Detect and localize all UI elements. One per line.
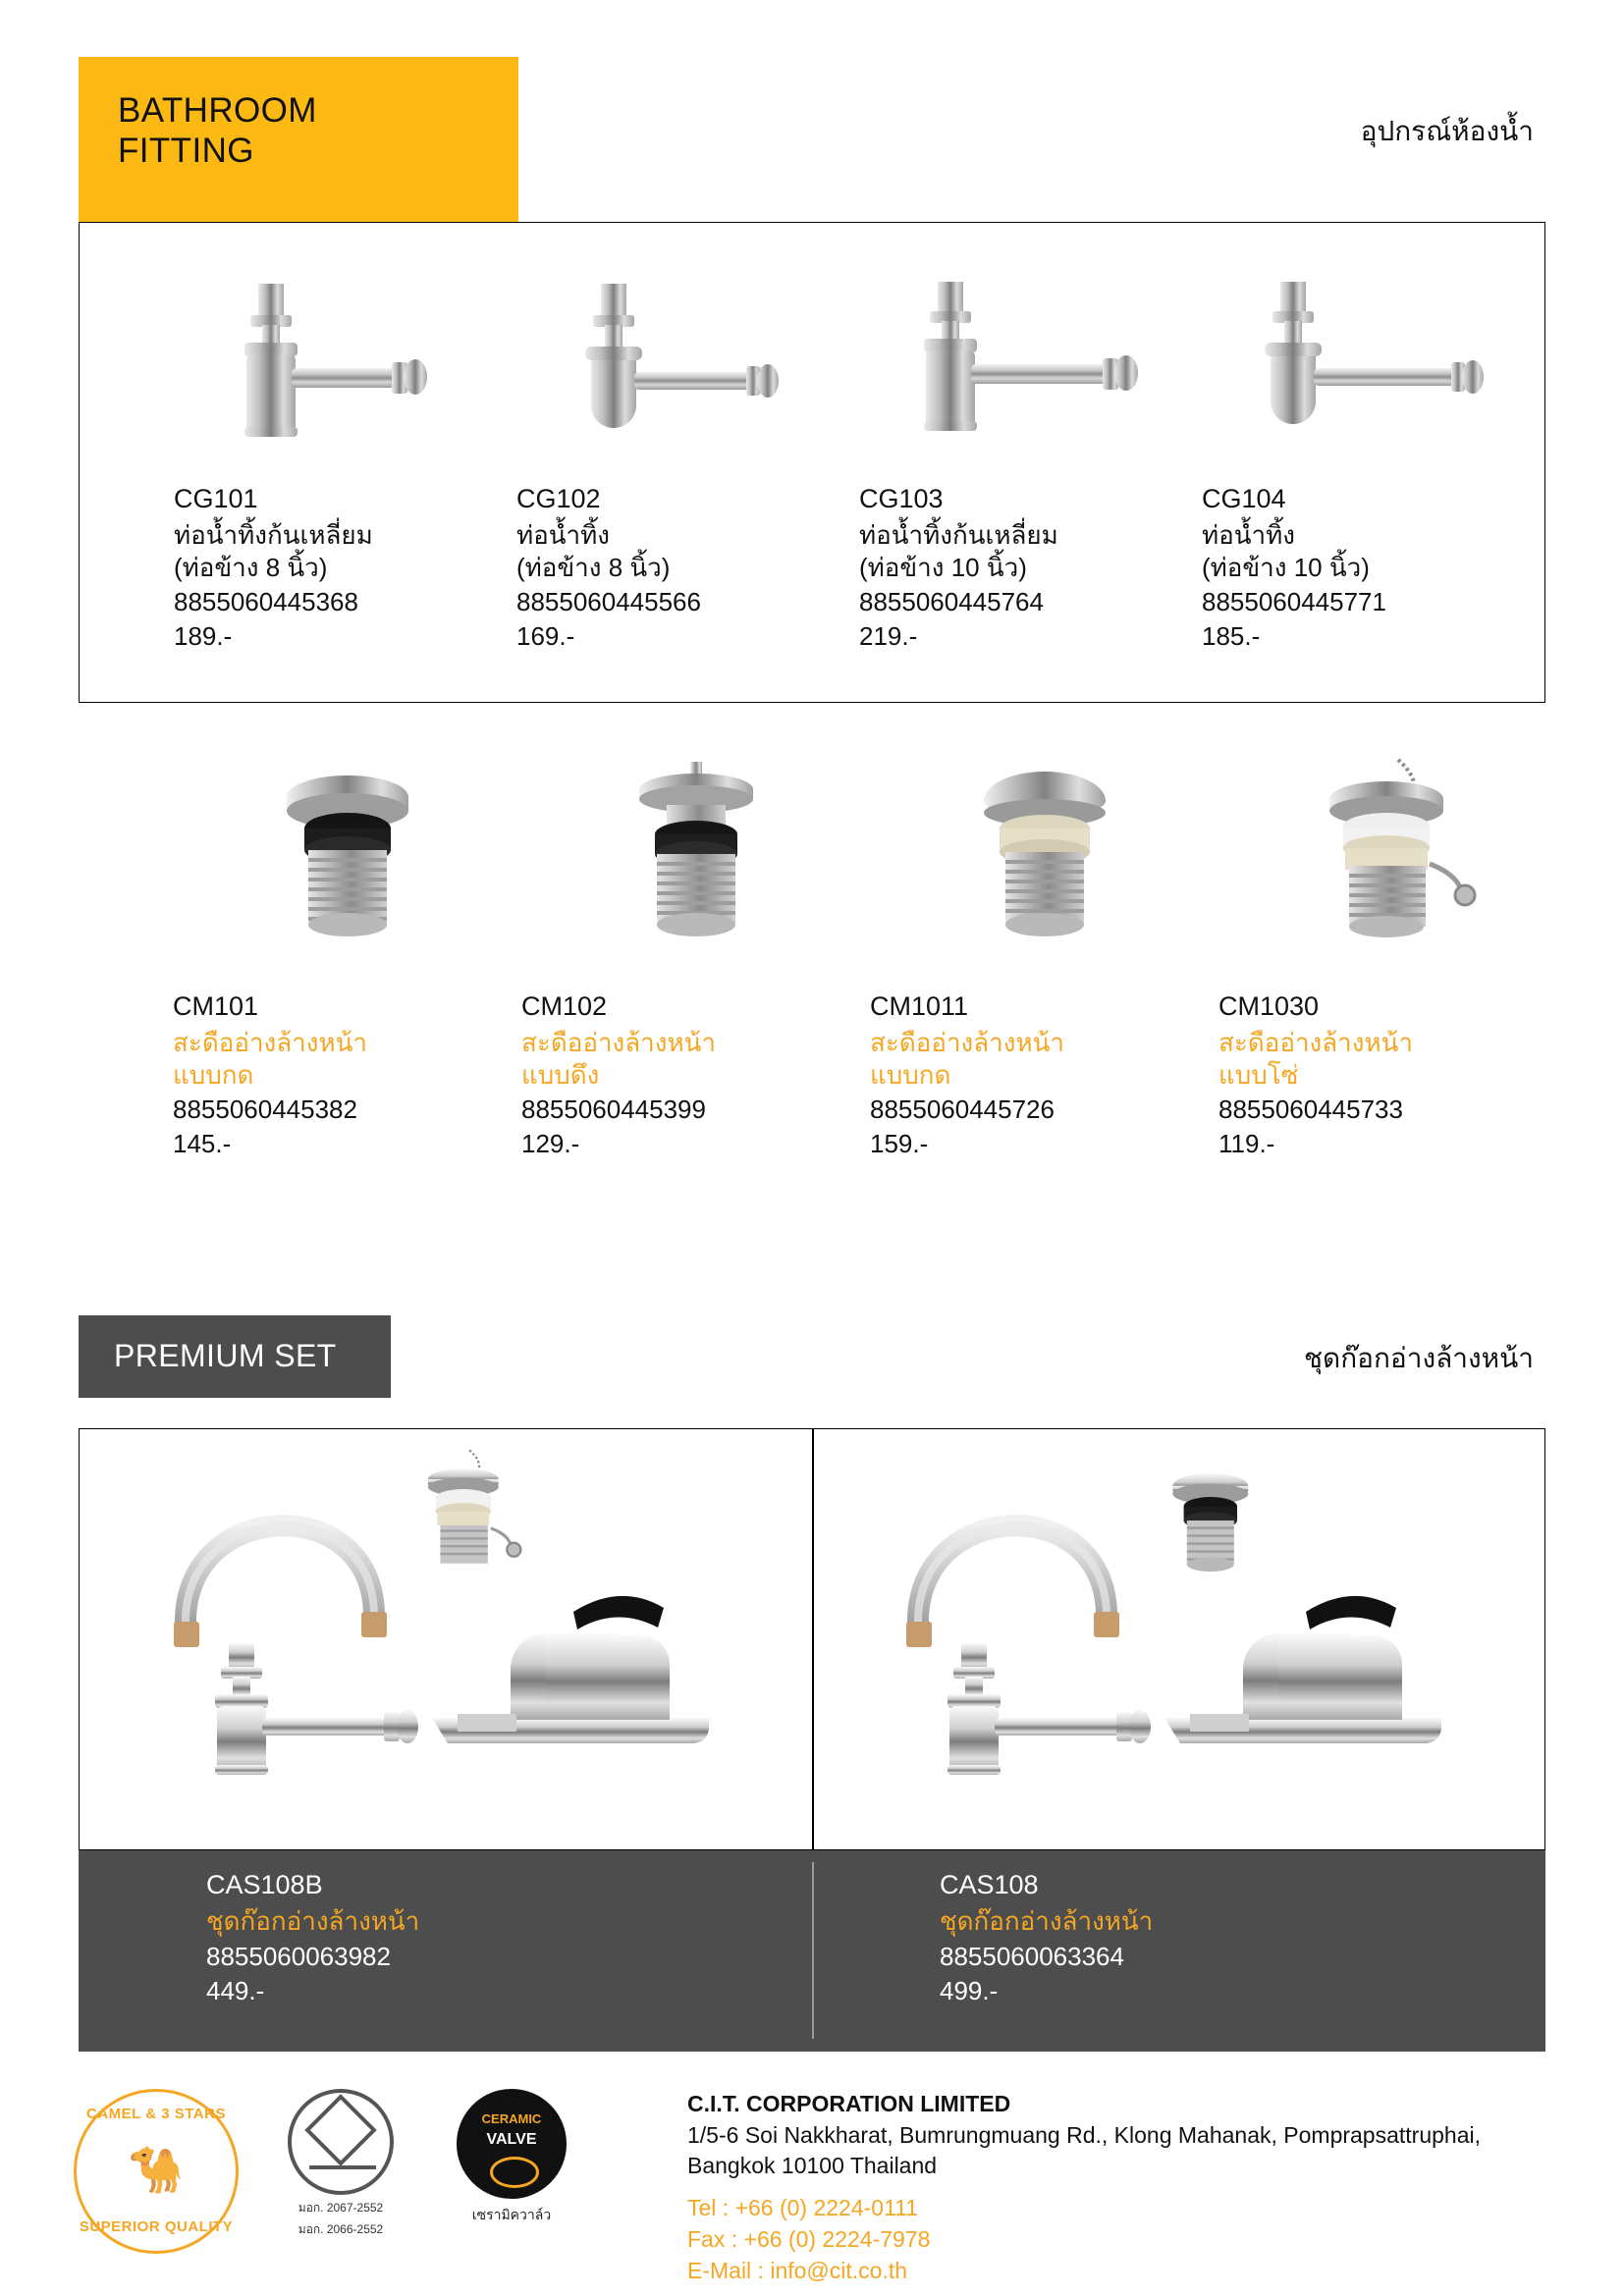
product-image-cg101 xyxy=(174,248,516,484)
premium-label-cas108[interactable] xyxy=(812,1850,1545,2052)
bathroom-fitting-title-bar xyxy=(79,57,518,222)
product-code: CAS108B xyxy=(206,1870,323,1899)
company-fax: Fax : +66 (0) 2224-7978 xyxy=(687,2225,931,2252)
product-image-cm101 xyxy=(173,756,521,991)
product-card-cg103[interactable] xyxy=(859,248,1202,652)
ceramic-valve-icon xyxy=(457,2089,567,2199)
premium-set-thai-title: ชุดก๊อกอ่างล้างหน้า xyxy=(1304,1343,1534,1373)
product-barcode: 8855060445399 xyxy=(521,1095,706,1124)
tis-standard-line1: มอก. 2067-2552 xyxy=(298,2201,384,2215)
camel-icon: 🐪 xyxy=(128,2144,185,2195)
premium-set-title-bar xyxy=(79,1315,391,1398)
title-line-1: BATHROOM xyxy=(118,91,317,130)
product-desc-line1: สะดืออ่างล้างหน้า xyxy=(521,1028,716,1057)
product-desc-line1: สะดืออ่างล้างหน้า xyxy=(870,1028,1064,1057)
premium-label-cas108b[interactable] xyxy=(79,1850,812,2052)
product-card-cm1011[interactable] xyxy=(870,756,1218,1159)
product-barcode: 8855060445726 xyxy=(870,1095,1055,1124)
page-footer xyxy=(0,2071,1624,2296)
product-image-cg103 xyxy=(859,248,1202,484)
panel-p-traps xyxy=(79,222,1545,703)
bathroom-fitting-title xyxy=(118,90,317,172)
product-code: CM102 xyxy=(521,991,608,1021)
product-desc-line2: (ท่อข้าง 10 นิ้ว) xyxy=(1202,552,1370,582)
product-desc-line1: ท่อน้ำทิ้ง xyxy=(516,520,610,550)
product-code: CG101 xyxy=(174,484,258,513)
title-line-2: FITTING xyxy=(118,132,254,171)
product-code: CG102 xyxy=(516,484,601,513)
product-price: 219.- xyxy=(859,621,918,651)
product-barcode: 8855060063982 xyxy=(206,1941,391,1971)
ceramic-valve-logo xyxy=(443,2089,580,2226)
product-code: CM1030 xyxy=(1218,991,1320,1021)
product-price: 189.- xyxy=(174,621,233,651)
product-image-cm1011 xyxy=(870,756,1218,991)
product-barcode: 8855060445764 xyxy=(859,587,1044,616)
premium-set-image-cas108b[interactable] xyxy=(80,1429,812,1849)
product-price: 169.- xyxy=(516,621,575,651)
premium-set-title: PREMIUM SET xyxy=(114,1338,337,1374)
ceramic-valve-thai: เซรามิควาล์ว xyxy=(471,2207,552,2222)
product-card-cm101[interactable] xyxy=(173,756,521,1159)
tis-standard-line2: มอก. 2066-2552 xyxy=(298,2221,384,2236)
product-price: 449.- xyxy=(206,1975,265,2005)
product-desc-line2: แบบกด xyxy=(173,1059,254,1090)
product-image-cm1030 xyxy=(1218,756,1567,991)
company-contact xyxy=(687,2193,1481,2286)
product-card-cg104[interactable] xyxy=(1202,248,1544,652)
product-row-waste-drains xyxy=(173,756,1567,1159)
product-desc-line2: แบบดึง xyxy=(521,1059,600,1090)
product-code: CM1011 xyxy=(870,991,969,1021)
premium-set-image-panel xyxy=(79,1428,1545,1850)
product-desc-line1: สะดืออ่างล้างหน้า xyxy=(173,1028,367,1057)
tis-mark-icon xyxy=(288,2089,394,2195)
certification-logos xyxy=(74,2089,580,2254)
company-address-line1: 1/5-6 Soi Nakkharat, Bumrungmuang Rd., Klong Mahanak, Pomprapsattruphai, xyxy=(687,2122,1481,2148)
product-desc-line2: (ท่อข้าง 8 นิ้ว) xyxy=(174,552,328,582)
product-card-cm102[interactable] xyxy=(521,756,870,1159)
product-desc: ชุดก๊อกอ่างล้างหน้า xyxy=(940,1906,1154,1936)
company-info xyxy=(687,2091,1481,2286)
product-row-p-traps xyxy=(80,223,1544,652)
product-desc-line2: (ท่อข้าง 8 นิ้ว) xyxy=(516,552,671,582)
product-price: 145.- xyxy=(173,1129,232,1158)
product-barcode: 8855060445733 xyxy=(1218,1095,1403,1124)
camel-logo-bottom-text: SUPERIOR QUALITY xyxy=(79,2218,234,2235)
camel-3-stars-logo xyxy=(74,2089,239,2254)
product-price: 499.- xyxy=(940,1975,999,2005)
product-image-cg104 xyxy=(1202,248,1544,484)
company-tel: Tel : +66 (0) 2224-0111 xyxy=(687,2195,919,2221)
tis-standard-logo xyxy=(282,2089,400,2254)
product-desc-line2: (ท่อข้าง 10 นิ้ว) xyxy=(859,552,1027,582)
bathroom-fitting-thai-title: อุปกรณ์ห้องน้ำ xyxy=(1360,116,1534,146)
product-barcode: 8855060445566 xyxy=(516,587,701,616)
product-code: CG103 xyxy=(859,484,944,513)
premium-set-image-cas108[interactable] xyxy=(812,1429,1544,1849)
product-price: 119.- xyxy=(1218,1129,1275,1158)
product-price: 185.- xyxy=(1202,621,1261,651)
product-card-cg101[interactable] xyxy=(174,248,516,652)
product-price: 129.- xyxy=(521,1129,580,1158)
company-name: C.I.T. CORPORATION LIMITED xyxy=(687,2091,1011,2116)
product-barcode: 8855060445368 xyxy=(174,587,358,616)
product-desc-line1: ท่อน้ำทิ้ง xyxy=(1202,520,1295,550)
ceramic-logo-top-text: CERAMIC xyxy=(481,2111,542,2126)
product-desc-line2: แบบโซ่ xyxy=(1218,1059,1299,1090)
product-code: CG104 xyxy=(1202,484,1286,513)
product-image-cm102 xyxy=(521,756,870,991)
product-barcode: 8855060063364 xyxy=(940,1941,1124,1971)
product-barcode: 8855060445382 xyxy=(173,1095,357,1124)
premium-set-label-strip xyxy=(79,1850,1545,2052)
product-image-cg102 xyxy=(516,248,859,484)
company-address-line2: Bangkok 10100 Thailand xyxy=(687,2153,938,2179)
product-desc: ชุดก๊อกอ่างล้างหน้า xyxy=(206,1906,420,1936)
product-card-cg102[interactable] xyxy=(516,248,859,652)
product-code: CM101 xyxy=(173,991,259,1021)
product-desc-line2: แบบกด xyxy=(870,1059,951,1090)
company-email[interactable]: E-Mail : info@cit.co.th xyxy=(687,2257,908,2283)
ceramic-ring-shape xyxy=(490,2157,539,2188)
product-code: CAS108 xyxy=(940,1870,1039,1899)
product-desc-line1: ท่อน้ำทิ้งก้นเหลี่ยม xyxy=(859,520,1058,550)
section-header-bathroom-fitting xyxy=(0,0,1624,171)
product-desc-line1: สะดืออ่างล้างหน้า xyxy=(1218,1028,1413,1057)
product-barcode: 8855060445771 xyxy=(1202,587,1386,616)
product-price: 159.- xyxy=(870,1129,929,1158)
camel-logo-top-text: CAMEL & 3 STARS xyxy=(86,2106,226,2122)
product-card-cm1030[interactable] xyxy=(1218,756,1567,1159)
product-desc-line1: ท่อน้ำทิ้งก้นเหลี่ยม xyxy=(174,520,373,550)
ceramic-logo-bottom-text: VALVE xyxy=(486,2131,537,2148)
